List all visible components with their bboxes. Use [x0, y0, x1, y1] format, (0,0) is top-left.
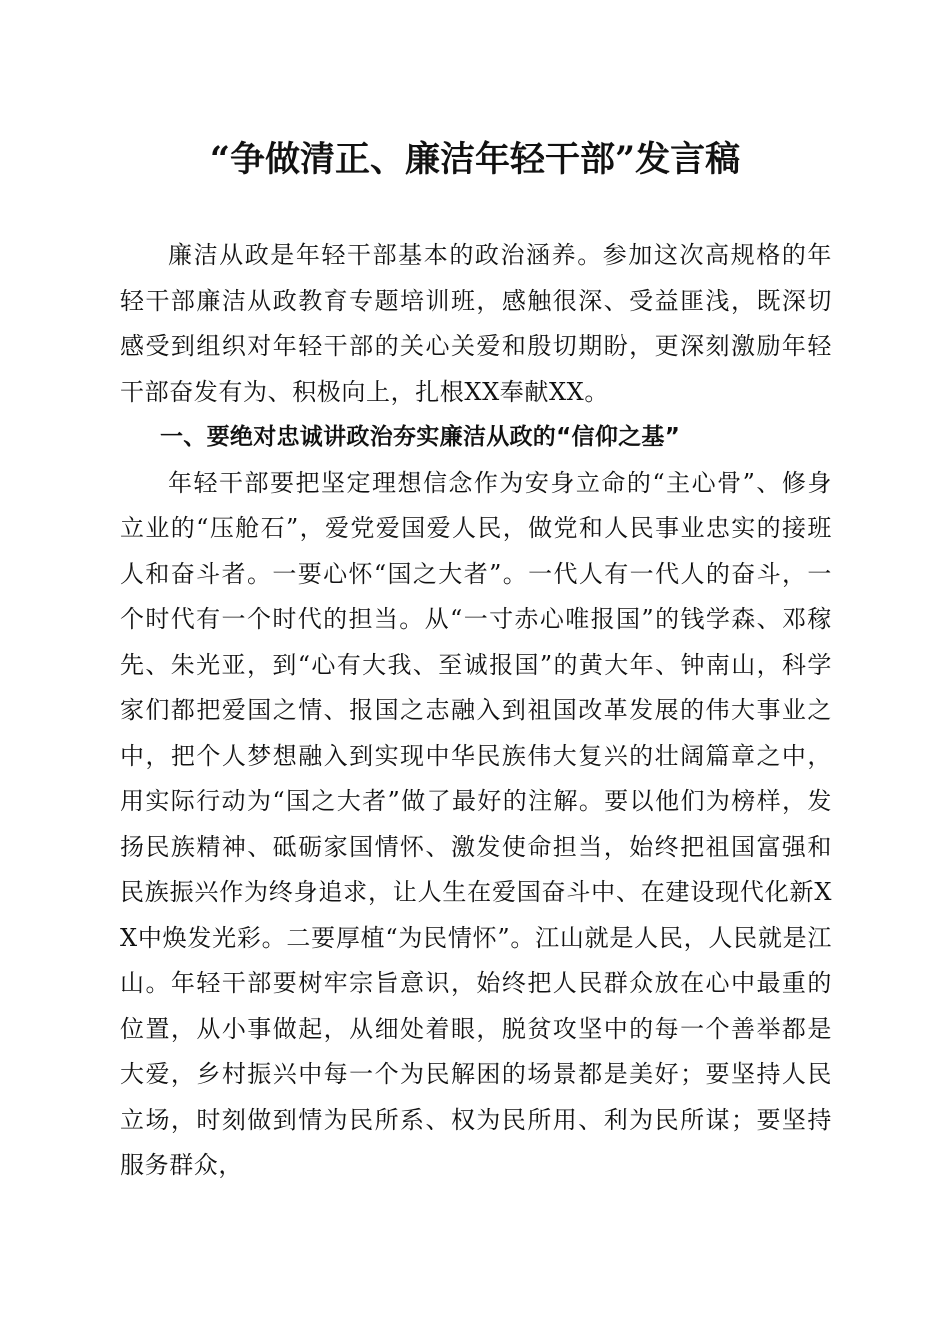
- document-body: [120, 233, 832, 1189]
- body-paragraph: 年轻干部要把坚定理想信念作为安身立命的“主心骨”、修身立业的“压舱石”，爱党爱国爱人民，做党和人民事业忠实的接班人和奋斗者。一要心怀“国之大者”。一代人有一代人的奋斗，一个时代有一个时代的担当。从“一寸赤心唯报国”的钱学森、邓稼先、朱光亚，到“心有大我、至诚报国”的黄大年、钟南山，科学家们都把爱国之情、报国之志融入到祖国改革发展的伟大事业之中，把个人梦想融入到实现中华民族伟大复兴的壮阔篇章之中，用实际行动为“国之大者”做了最好的注解。要以他们为榜样，发扬民族精神、砥砺家国情怀、激发使命担当，始终把祖国富强和民族振兴作为终身追求，让人生在爱国奋斗中、在建设现代化新XX中焕发光彩。二要厚植“为民情怀”。江山就是人民，人民就是江山。年轻干部要树牢宗旨意识，始终把人民群众放在心中最重的位置，从小事做起，从细处着眼，脱贫攻坚中的每一个善举都是大爱，乡村振兴中每一个为民解困的场景都是美好；要坚持人民立场，时刻做到情为民所系、权为民所用、利为民所谋；要坚持服务群众，: [120, 468, 832, 1179]
- intro-paragraph: 廉洁从政是年轻干部基本的政治涵养。参加这次高规格的年轻干部廉洁从政教育专题培训班，感触很深、受益匪浅，既深切感受到组织对年轻干部的关心关爱和殷切期盼，更深刻激励年轻干部奋发有为、积极向上，扎根XX奉献XX。: [120, 241, 832, 406]
- document-title: “争做清正、廉洁年轻干部”发言稿: [209, 139, 741, 180]
- section-heading: 一、要绝对忠诚讲政治夯实廉洁从政的“信仰之基”: [160, 424, 681, 450]
